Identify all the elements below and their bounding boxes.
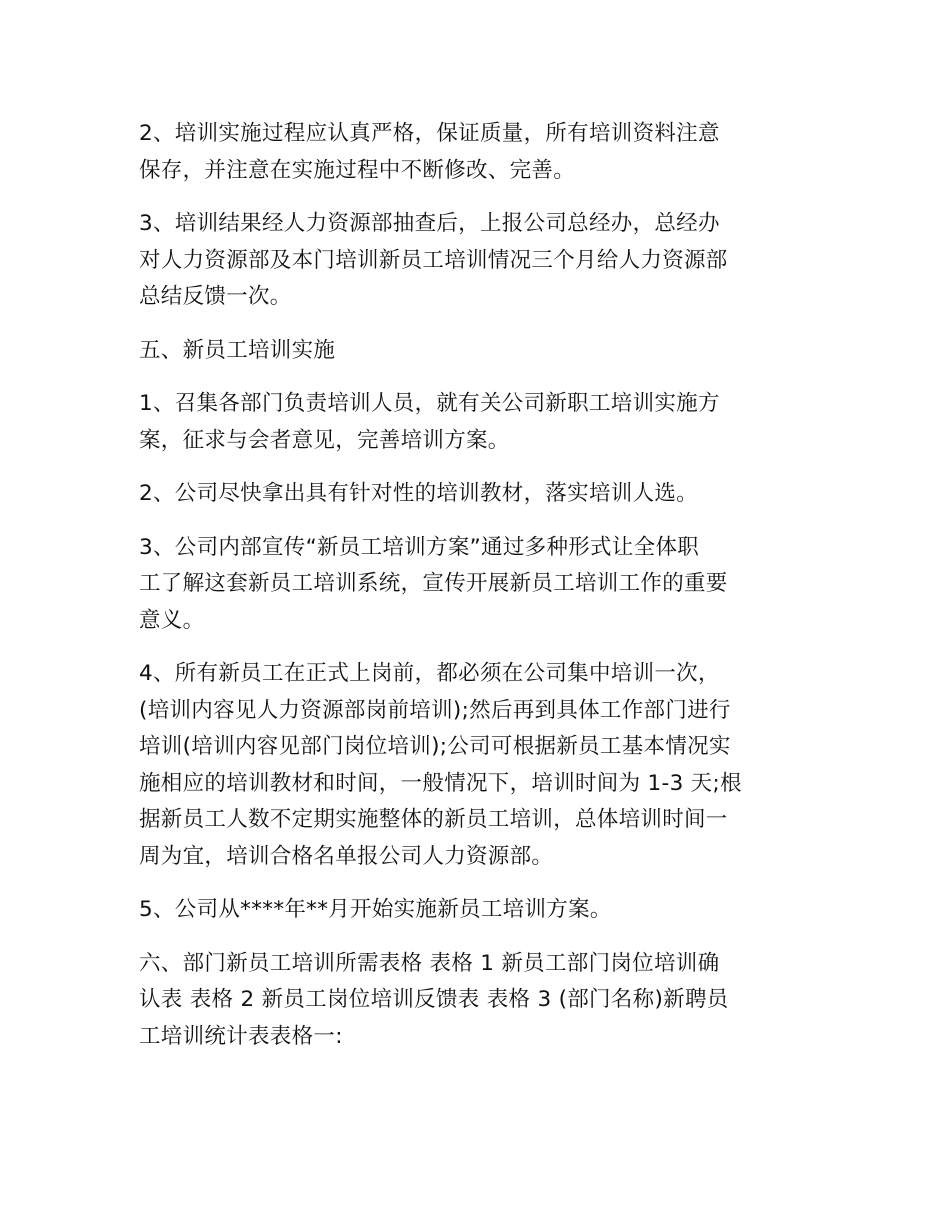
text-line: 4、所有新员工在正式上岗前，都必须在公司集中培训一次， <box>139 661 720 686</box>
paragraph-internal-promotion <box>139 530 819 640</box>
text-line: 意义。 <box>139 607 205 633</box>
section-heading-text: 五、新员工培训实施 <box>139 337 336 363</box>
paragraph-training-materials <box>139 476 819 513</box>
text-line: 周为宜，培训合格名单报公司人力资源部。 <box>139 843 554 869</box>
text-line: 1、召集各部门负责培训人员，就有关公司新职工培训实施方 <box>139 391 720 416</box>
text-line: 3、培训结果经人力资源部抽查后，上报公司总经办，总经办 <box>139 211 720 236</box>
paragraph-training-results <box>139 206 819 316</box>
text-line: 总结反馈一次。 <box>139 284 292 309</box>
section-heading-six <box>139 946 819 1056</box>
text-line: 案，征求与会者意见，完善培训方案。 <box>139 427 510 453</box>
text-line: 2、公司尽快拿出具有针对性的培训教材，落实培训人选。 <box>139 481 698 506</box>
section-heading-five <box>139 333 819 370</box>
text-line: (培训内容见人力资源部岗前培训);然后再到具体工作部门进行 <box>139 697 731 723</box>
paragraph-training-quality <box>139 116 819 189</box>
text-line: 保存，并注意在实施过程中不断修改、完善。 <box>139 157 576 183</box>
text-line: 认表 表格 2 新员工岗位培训反馈表 表格 3 (部门名称)新聘员 <box>139 987 729 1012</box>
section-heading-text: 六、部门新员工培训所需表格 表格 1 新员工部门岗位培训确 <box>139 950 720 976</box>
text-line: 对人力资源部及本门培训新员工培训情况三个月给人力资源部 <box>139 247 728 273</box>
text-line: 工培训统计表表格一: <box>139 1023 343 1049</box>
text-line: 据新员工人数不定期实施整体的新员工培训，总体培训时间一 <box>139 807 728 832</box>
paragraph-convene-trainers <box>139 386 819 459</box>
paragraph-pre-job-training <box>139 656 819 875</box>
text-line: 3、公司内部宣传“新员工培训方案”通过多种形式让全体职 <box>139 534 700 560</box>
text-line: 施相应的培训教材和时间，一般情况下，培训时间为 1-3 天;根 <box>139 770 742 796</box>
text-line: 2、培训实施过程应认真严格，保证质量，所有培训资料注意 <box>139 121 720 146</box>
paragraph-start-date <box>139 892 819 929</box>
document-body <box>139 116 819 1072</box>
text-line: 5、公司从****年**月开始实施新员工培训方案。 <box>139 897 612 922</box>
text-line: 工了解这套新员工培训系统，宣传开展新员工培训工作的重要 <box>139 571 728 596</box>
text-line: 培训(培训内容见部门岗位培训);公司可根据新员工基本情况实 <box>139 734 731 759</box>
